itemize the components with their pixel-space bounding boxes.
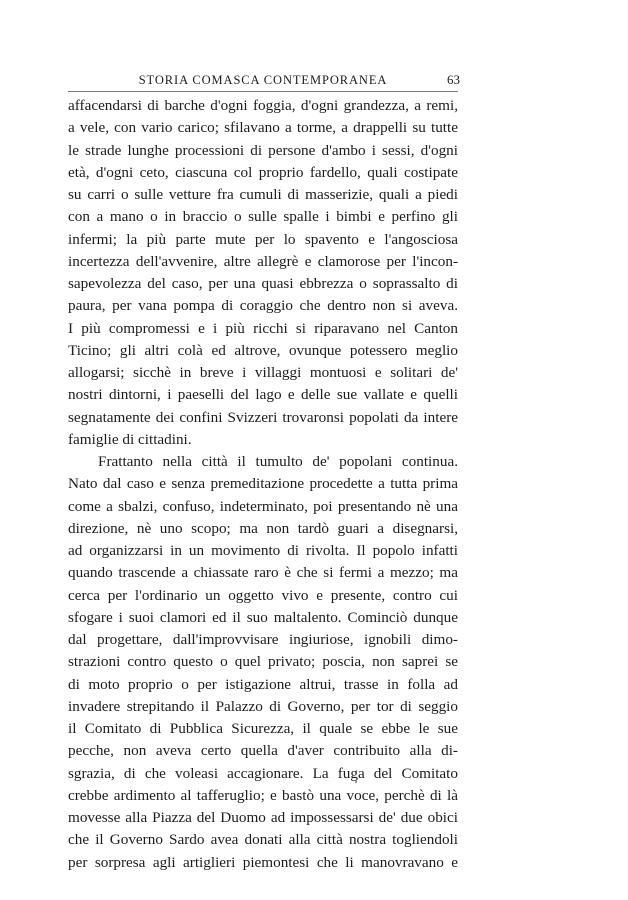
body-text — [68, 95, 458, 874]
text-line: ad organizzarsi in un movimento di rivolta. Il popolo infatti — [68, 542, 458, 559]
text-line: a vele, con vario carico; sfilavano a torme, a drappelli su tutte — [68, 119, 458, 137]
paragraph-first-line: Frattanto nella città il tumulto de' popolani continua. — [98, 453, 458, 470]
text-line: sapevolezza del caso, per una quasi ebbrezza o soprassalto di — [68, 275, 458, 292]
text-line: sgrazia, di che voleasi accagionare. La fuga del Comitato — [68, 764, 458, 782]
text-line: quando trascende a chiassate raro è che si fermi a mezzo; ma — [68, 564, 458, 582]
text-line: di moto proprio o per istigazione altrui, trasse in folla ad — [68, 675, 458, 693]
text-line: Nato dal caso e senza premeditazione procedette a tutta prima — [68, 475, 458, 493]
text-line: infermi; la più parte mute per lo spavento e l'angosciosa — [68, 230, 458, 248]
text-line: come a sbalzi, confuso, indeterminato, poi presentando nè una — [68, 497, 458, 515]
paragraph-end-line: famiglie di cittadini. — [68, 430, 192, 448]
text-line: invadere strepitando il Palazzo di Governo, per tor di seggio — [68, 697, 458, 715]
text-line: pecche, non aveva certo quella d'aver contribuito alla di- — [68, 742, 458, 760]
text-line: crebbe ardimento al tafferuglio; e bastò una voce, perchè di là — [68, 786, 458, 804]
text-line: dal progettare, dall'improvvisare ingiuriose, ignobili dimo- — [68, 631, 458, 648]
text-line: che il Governo Sardo avea donati alla città nostra togliendoli — [68, 831, 458, 849]
header-rule — [68, 91, 458, 92]
text-line: segnatamente dei confini Svizzeri trovaronsi popolati da intere — [68, 408, 458, 426]
text-line: età, d'ogni ceto, ciascuna col proprio fardello, quali costipate — [68, 163, 458, 181]
text-line: su carri o sulle vetture fra cumuli di masserizie, quali a piedi — [68, 186, 458, 203]
text-line: affacendarsi di barche d'ogni foggia, d'ogni grandezza, a remi, — [68, 97, 458, 114]
running-title: STORIA COMASCA CONTEMPORANEA — [138, 73, 388, 87]
page-number: 63 — [447, 72, 460, 87]
text-line: direzione, nè uno scopo; ma non tardò guari a disegnarsi, — [68, 519, 458, 537]
text-line: Ticino; gli altri colà ed altrove, ovunque potessero meglio — [68, 341, 458, 359]
text-line: le strade lunghe processioni di persone d'ambo i sessi, d'ogni — [68, 141, 458, 159]
text-line: nostri dintorni, i paeselli del lago e delle sue vallate e quelli — [68, 386, 458, 404]
ink-speck — [355, 781, 357, 783]
text-line: cerca per l'ordinario un oggetto vivo e presente, contro cui — [68, 586, 458, 604]
text-line: con a mano o in braccio o sulle spalle i bimbi e perfino gli — [68, 208, 458, 226]
text-line: il Comitato di Pubblica Sicurezza, il quale se ebbe le sue — [68, 720, 458, 737]
text-line: strazioni contro questo o quel privato; poscia, non saprei se — [68, 653, 458, 671]
text-line: per sorpresa agli artiglieri piemontesi che li manovravano e — [68, 853, 458, 871]
text-line: sfogare i suoi clamori ed il suo maltalento. Cominciò dunque — [68, 608, 458, 626]
text-line: paura, per vana pompa di coraggio che dentro non si aveva. — [68, 297, 458, 315]
text-line: I più compromessi e i più ricchi si riparavano nel Canton — [68, 319, 458, 337]
text-line: incertezza dell'avvenire, altre allegrè e clamorose per l'incon- — [68, 252, 458, 270]
text-line: movesse alla Piazza del Duomo ad impossessarsi de' due obici — [68, 809, 458, 826]
running-head — [68, 71, 458, 91]
text-line: allogarsi; sicchè in breve i villaggi montuosi e solitari de' — [68, 364, 458, 381]
